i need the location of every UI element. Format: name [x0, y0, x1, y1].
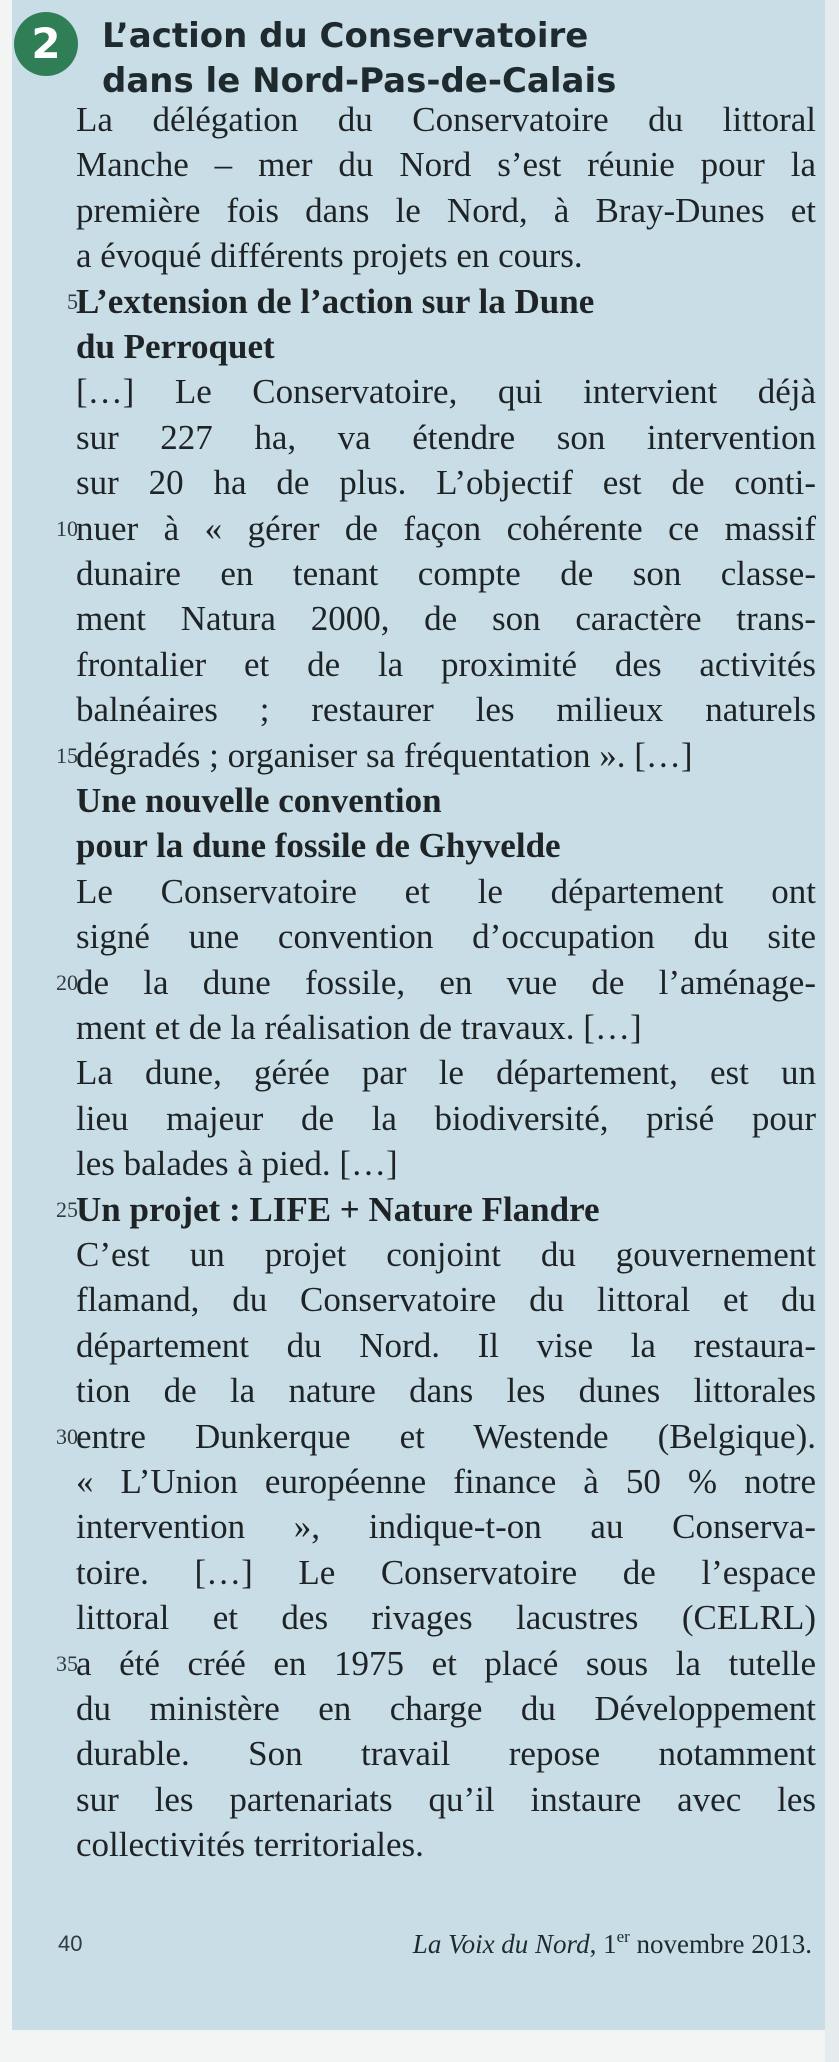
- text-line: Manche – mer du Nord s’est réunie pour la: [76, 145, 816, 184]
- title-line: L’action du Conservatoire: [102, 16, 589, 56]
- text-line: sur les partenariats qu’il instaure avec les: [76, 1780, 816, 1819]
- line-number: 20: [56, 970, 78, 995]
- source-date-suffix: novembre 2013.: [629, 1929, 812, 1959]
- text-line: sur 227 ha, va étendre son intervention: [76, 418, 816, 457]
- text-line: ment et de la réalisation de travaux. […]: [76, 1008, 642, 1047]
- text-line: dunaire en tenant compte de son classe-: [76, 554, 816, 593]
- text-line: durable. Son travail repose notamment: [76, 1734, 816, 1773]
- text-line: signé une convention d’occupation du site: [76, 917, 816, 956]
- document-title: [102, 14, 802, 104]
- text-line: a été créé en 1975 et placé sous la tutelle: [76, 1644, 816, 1683]
- text-line: a évoqué différents projets en cours.: [76, 236, 583, 275]
- text-line: frontalier et de la proximité des activités: [76, 645, 816, 684]
- section-heading: L’extension de l’action sur la Dune: [76, 282, 595, 321]
- source-citation: [300, 1924, 812, 1964]
- text-line: les balades à pied. […]: [76, 1144, 398, 1183]
- line-number: 35: [56, 1651, 78, 1676]
- section-heading: Une nouvelle convention: [76, 781, 442, 820]
- text-line: ment Natura 2000, de son caractère trans-: [76, 599, 816, 638]
- page-edge: [825, 0, 839, 2062]
- line-number: 15: [56, 743, 78, 768]
- text-line: tion de la nature dans les dunes littorales: [76, 1371, 816, 1410]
- text-line: flamand, du Conservatoire du littoral et du: [76, 1280, 816, 1319]
- line-number: 40: [58, 1931, 83, 1956]
- line-number: 5: [67, 289, 78, 314]
- text-line: intervention », indique-t-on au Conserva-: [76, 1507, 816, 1546]
- text-line: La délégation du Conservatoire du littoral: [76, 100, 816, 139]
- text-line: lieu majeur de la biodiversité, prisé pour: [76, 1099, 816, 1138]
- text-line: de la dune fossile, en vue de l’aménage-: [76, 963, 816, 1002]
- text-line: du ministère en charge du Développement: [76, 1689, 816, 1728]
- section-heading: pour la dune fossile de Ghyvelde: [76, 826, 561, 865]
- text-line: sur 20 ha de plus. L’objectif est de conti-: [76, 463, 816, 502]
- text-line: Le Conservatoire et le département ont: [76, 872, 816, 911]
- text-line: nuer à « gérer de façon cohérente ce massif: [76, 509, 816, 548]
- text-line: « L’Union européenne finance à 50 % notre: [76, 1462, 816, 1501]
- text-line: première fois dans le Nord, à Bray-Dunes et: [76, 191, 816, 230]
- section-heading: Un projet : LIFE + Nature Flandre: [76, 1190, 600, 1229]
- source-publication: La Voix du Nord: [412, 1929, 590, 1959]
- title-line: dans le Nord-Pas-de-Calais: [102, 61, 617, 101]
- text-line: balnéaires ; restaurer les milieux naturels: [76, 690, 816, 729]
- source-date-superscript: er: [616, 1927, 630, 1946]
- text-line: C’est un projet conjoint du gouvernement: [76, 1235, 816, 1274]
- line-number: 30: [56, 1424, 78, 1449]
- text-line: littoral et des rivages lacustres (CELRL): [76, 1598, 816, 1637]
- source-date-prefix: , 1: [589, 1929, 617, 1959]
- text-line: […] Le Conservatoire, qui intervient déjà: [76, 372, 816, 411]
- text-line: collectivités territoriales.: [76, 1825, 424, 1864]
- text-line: La dune, gérée par le département, est un: [76, 1053, 816, 1092]
- line-number: 10: [56, 516, 78, 541]
- text-line: entre Dunkerque et Westende (Belgique).: [76, 1417, 816, 1456]
- section-heading: du Perroquet: [76, 327, 275, 366]
- text-line: toire. […] Le Conservatoire de l’espace: [76, 1553, 816, 1592]
- line-number: 25: [56, 1197, 78, 1222]
- text-line: dégradés ; organiser sa fréquentation ». […]: [76, 736, 693, 775]
- text-line: département du Nord. Il vise la restaura-: [76, 1326, 816, 1365]
- section-number-badge: 2: [14, 12, 78, 76]
